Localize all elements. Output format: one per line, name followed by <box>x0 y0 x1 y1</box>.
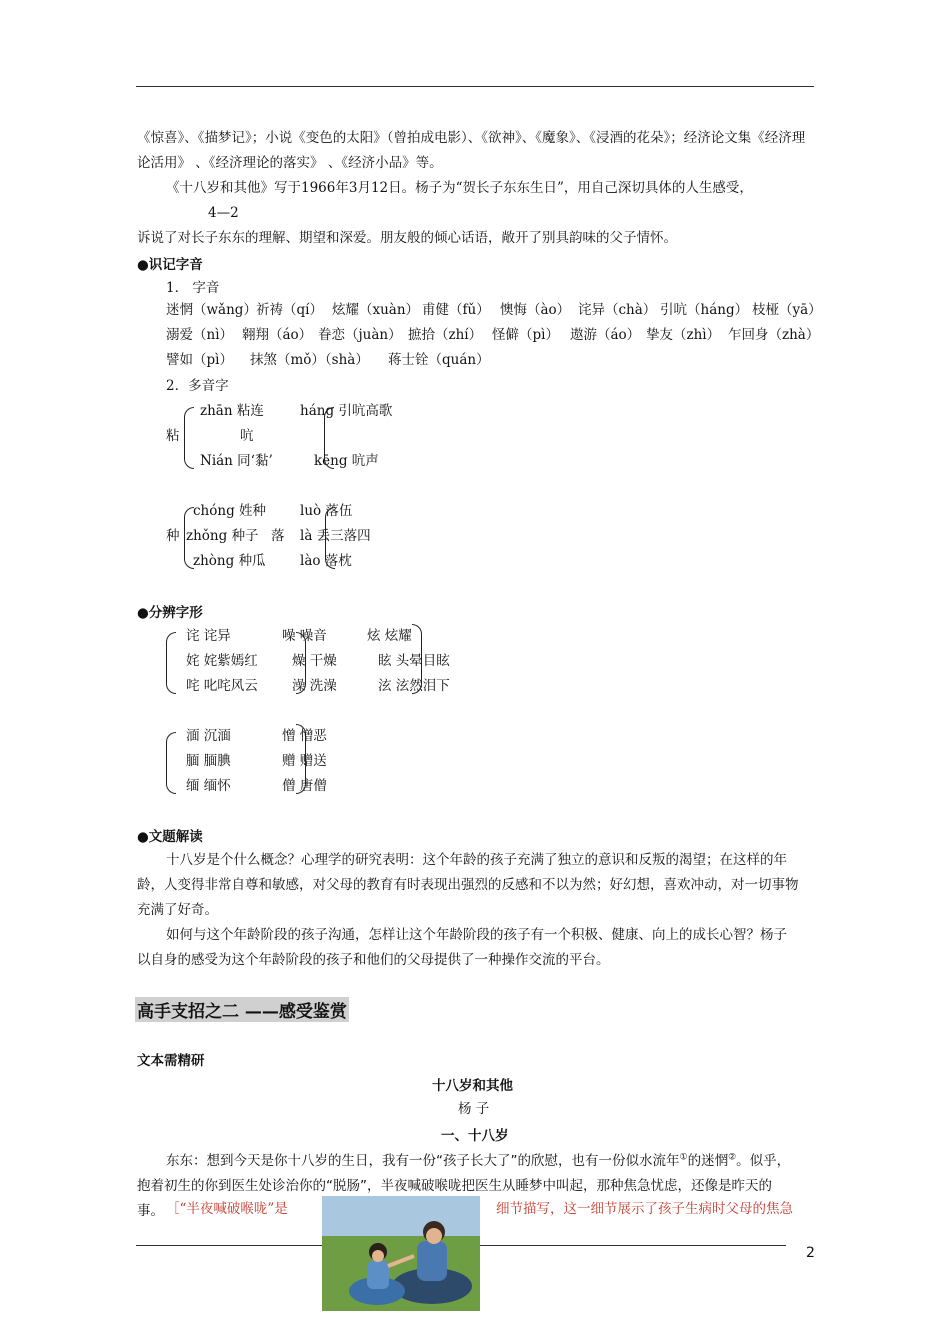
text-span: 。似乎， <box>736 1153 791 1169</box>
polyphone-reading: luò 落伍 <box>300 503 353 519</box>
char-pair: 燥 干燥 <box>292 653 337 669</box>
polyphone-reading: là 丢三落四 <box>300 528 371 544</box>
char-pair: 噪 噪音 <box>282 628 327 644</box>
text-line <box>166 1149 790 1169</box>
brace <box>184 407 194 469</box>
polyphone-reading: zhǒng 种子 <box>186 528 259 544</box>
char-pair: 泫 泫然泪下 <box>378 678 450 694</box>
polyphone-reading: lào 落枕 <box>300 553 352 569</box>
pinyin-item: 懊悔（ào） <box>500 302 571 318</box>
father-child-photo <box>322 1196 480 1311</box>
annotation-note: ［“半夜喊破喉咙”是 <box>166 1201 288 1217</box>
pinyin-item: 诧异（chà） <box>578 302 657 318</box>
text-line: 如何与这个年龄阶段的孩子沟通，怎样让这个年龄阶段的孩子有一个积极、健康、向上的成长心智？杨子 <box>166 927 787 943</box>
section-title: ●分辨字形 <box>137 605 203 621</box>
text-line: 《十八岁和其他》写于1966年3月12日。杨子为“贺长子东东生日”，用自己深切具体的人生感受， <box>166 180 753 196</box>
brace <box>166 732 176 794</box>
char-pair: 姹 姹紫嫣红 <box>186 653 258 669</box>
subsection-title: 1． 字音 <box>166 280 220 296</box>
char-pair: 缅 缅怀 <box>186 778 231 794</box>
polyphone-head: 吭 <box>240 428 254 444</box>
pinyin-item: 怪僻（pì） <box>492 327 559 343</box>
char-pair: 憎 憎恶 <box>282 728 327 744</box>
pinyin-item: 譬如（pì） <box>166 352 233 368</box>
pinyin-item: 蒋士铨（quán） <box>388 352 490 368</box>
subsection-title: 2．多音字 <box>166 378 229 394</box>
pinyin-item: 迷惘（wǎng） <box>166 302 257 318</box>
section-title: ●文题解读 <box>137 829 203 845</box>
char-pair: 腼 腼腆 <box>186 753 231 769</box>
char-pair: 赠 赠送 <box>282 753 327 769</box>
brace <box>166 632 176 694</box>
pinyin-item: 甫健（fǔ） <box>422 302 490 318</box>
header-rule <box>136 86 814 87</box>
pinyin-item: 翱翔（áo） <box>242 327 313 343</box>
char-pair: 眩 头晕目眩 <box>378 653 450 669</box>
text-span: 东东：想到今天是你十八岁的生日，我有一份“孩子长大了”的欣慰，也有一份似水流年 <box>166 1153 680 1169</box>
polyphone-reading: zhòng 种瓜 <box>193 553 266 569</box>
polyphone-reading: chóng 姓种 <box>193 503 267 519</box>
pinyin-item: 摭拾（zhí） <box>408 327 483 343</box>
pinyin-item: 祈祷（qí） <box>256 302 323 318</box>
polyphone-head: 粘 <box>166 428 180 444</box>
page-number: 2 <box>806 1245 815 1261</box>
polyphone-reading: Nián 同‘黏’ <box>200 453 273 469</box>
polyphone-head: 种 <box>166 528 180 544</box>
char-pair: 僧 唐僧 <box>282 778 327 794</box>
pinyin-item: 眷恋（juàn） <box>318 327 402 343</box>
subsection-title: 文本需精研 <box>137 1053 205 1069</box>
text-line: 龄，人变得非常自尊和敏感，对父母的教育有时表现出强烈的反感和不以为然；好幻想，喜欢冲动，对一切事物 <box>137 877 799 893</box>
polyphone-reading: kēng 吭声 <box>314 453 379 469</box>
text-line: 论活用》 、《经济理论的落实》 、《经济小品》等。 <box>137 155 443 171</box>
pinyin-item: 遨游（áo） <box>570 327 641 343</box>
article-part: 一、十八岁 <box>441 1128 509 1144</box>
article-title: 十八岁和其他 <box>432 1078 513 1094</box>
footnote-mark: ① <box>679 1152 688 1163</box>
char-pair: 澡 洗澡 <box>292 678 337 694</box>
pinyin-item: 引吭（háng） <box>660 302 749 318</box>
chapter-heading: 高手支招之二 ——感受鉴赏 <box>135 997 349 1022</box>
pinyin-item: 枝桠（yā） <box>752 302 822 318</box>
polyphone-head: 落 <box>271 528 285 544</box>
annotation-note: 细节描写，这一细节展示了孩子生病时父母的焦急 <box>496 1201 793 1217</box>
pinyin-item: 炫耀（xuàn） <box>332 302 420 318</box>
text-line: 充满了好奇。 <box>137 902 218 918</box>
polyphone-reading: zhān 粘连 <box>200 403 264 419</box>
section-title: ●识记字音 <box>137 257 203 273</box>
footnote-mark: ② <box>728 1152 737 1163</box>
text-line: 以自身的感受为这个年龄阶段的孩子和他们的父母提供了一种操作交流的平台。 <box>137 952 610 968</box>
pinyin-item: 抹煞（mǒ）（shà） <box>250 352 369 368</box>
char-pair: 咤 叱咤风云 <box>186 678 258 694</box>
text-line: 《惊喜》、《描梦记》；小说《变色的太阳》（曾拍成电影）、《欲神》、《魔象》、《浸酒的花朵》；经济论文集《经济理 <box>137 130 806 146</box>
text-line: 十八岁是个什么概念？心理学的研究表明：这个年龄的孩子充满了独立的意识和反叛的渴望；在这样的年 <box>166 852 787 868</box>
text-line: 抱着初生的你到医生处诊治你的“脱肠”，半夜喊破喉咙把医生从睡梦中叫起，那种焦急忧虑，还像是昨天的 <box>137 1178 772 1194</box>
char-pair: 炫 炫耀 <box>367 628 412 644</box>
article-author: 杨 子 <box>458 1101 490 1117</box>
text-line: 诉说了对长子东东的理解、期望和深爱。朋友般的倾心话语，敞开了别具韵味的父子情怀。 <box>137 230 677 246</box>
pinyin-item: 溺爱（nì） <box>166 327 234 343</box>
text-line: 4—2 <box>208 205 239 221</box>
polyphone-reading: háng 引吭高歌 <box>300 403 393 419</box>
char-pair: 诧 诧异 <box>186 628 231 644</box>
text-line: 事。 <box>137 1203 164 1219</box>
pinyin-item: 挚友（zhì） <box>646 327 721 343</box>
text-span: 的迷惘 <box>687 1153 729 1169</box>
char-pair: 湎 沉湎 <box>186 728 231 744</box>
pinyin-item: 乍回身（zhà） <box>728 327 820 343</box>
